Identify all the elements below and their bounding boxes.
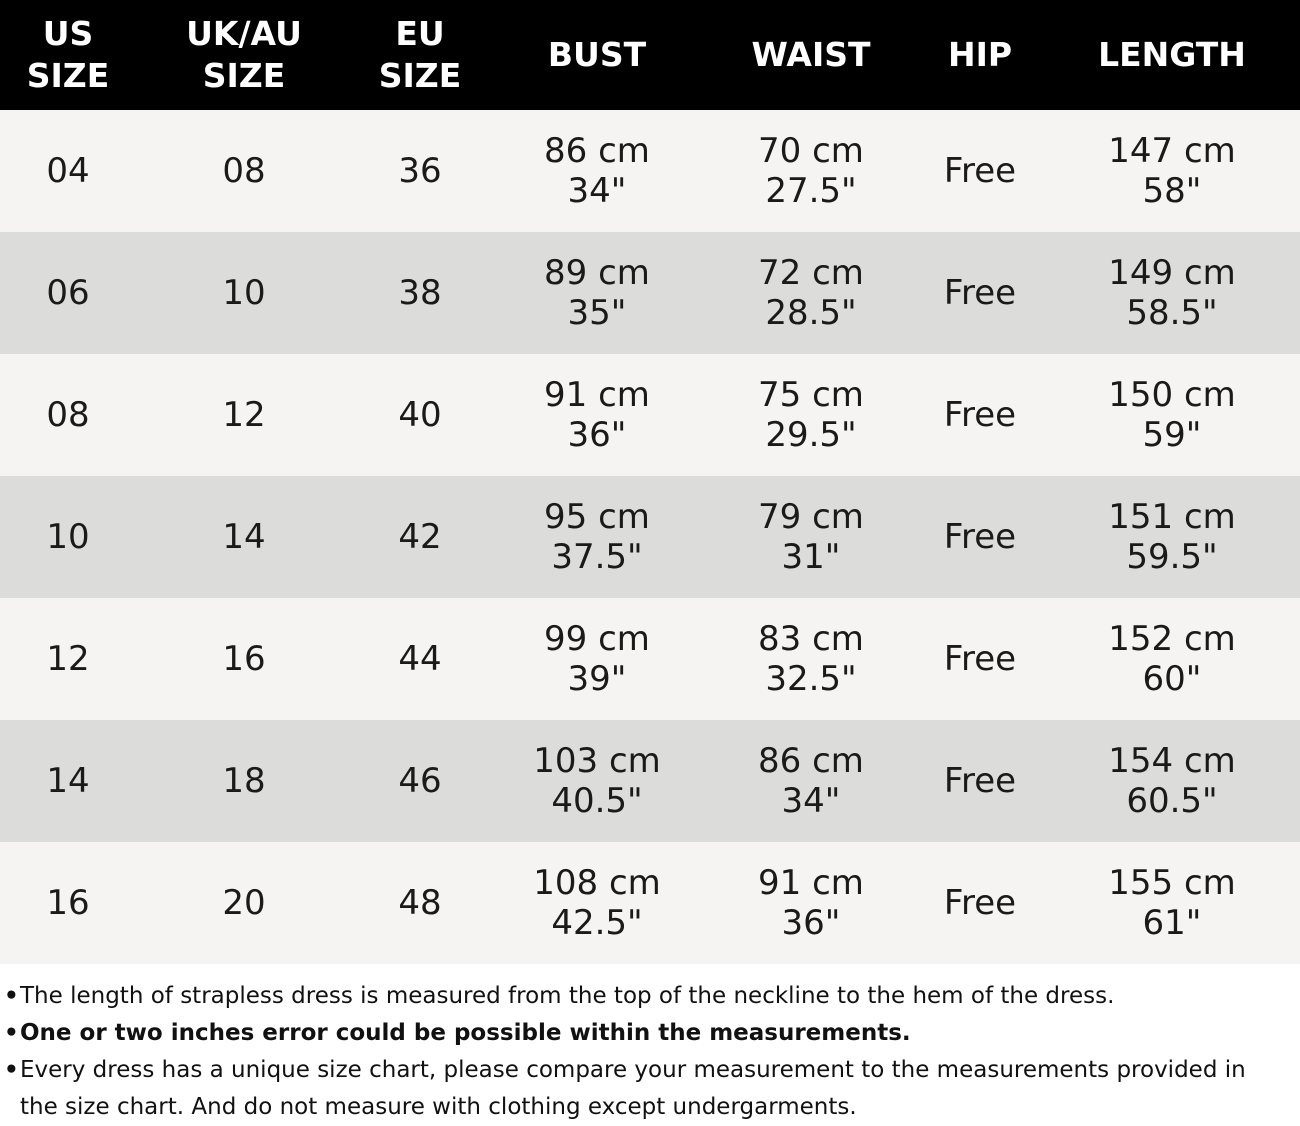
uk-size-cell: 16 xyxy=(222,639,266,679)
hip-cell: Free xyxy=(943,517,1017,557)
table-row xyxy=(0,842,1300,964)
us-size-cell: 14 xyxy=(46,761,90,801)
note-text: One or two inches error could be possible within the measurements. xyxy=(20,1020,911,1046)
length-inches: 58" xyxy=(1142,171,1202,211)
bust-cell xyxy=(488,110,706,232)
header-us-size: US SIZE xyxy=(26,14,110,95)
waist-inches: 32.5" xyxy=(765,659,857,699)
waist-cm: 83 cm xyxy=(758,619,864,659)
header-length: LENGTH xyxy=(1098,35,1246,74)
bust-cm: 108 cm xyxy=(533,863,661,903)
length-cm: 154 cm xyxy=(1108,741,1236,781)
bust-inches: 40.5" xyxy=(551,781,643,821)
bust-inches: 35" xyxy=(567,293,627,333)
bust-cell xyxy=(488,232,706,354)
length-cm: 149 cm xyxy=(1108,253,1236,293)
bust-cm: 95 cm xyxy=(544,497,650,537)
bust-cm: 91 cm xyxy=(544,375,650,415)
note-text: The length of strapless dress is measured from the top of the neckline to the hem of the dress. xyxy=(20,983,1115,1009)
us-size-cell: 04 xyxy=(46,151,90,191)
eu-size-cell: 40 xyxy=(398,395,442,435)
note-item xyxy=(4,978,1280,1015)
bust-cm: 103 cm xyxy=(533,741,661,781)
length-cell xyxy=(1044,598,1300,720)
length-inches: 58.5" xyxy=(1126,293,1218,333)
bust-inches: 39" xyxy=(567,659,627,699)
header-hip: HIP xyxy=(947,35,1013,74)
measurement-notes xyxy=(0,964,1300,1126)
waist-cm: 91 cm xyxy=(758,863,864,903)
bust-cell xyxy=(488,598,706,720)
length-cm: 150 cm xyxy=(1108,375,1236,415)
length-cell xyxy=(1044,354,1300,476)
uk-size-cell: 20 xyxy=(222,883,266,923)
table-row xyxy=(0,720,1300,842)
length-cell xyxy=(1044,232,1300,354)
us-size-cell: 06 xyxy=(46,273,90,313)
header-waist: WAIST xyxy=(751,35,871,74)
waist-inches: 28.5" xyxy=(765,293,857,333)
uk-size-cell: 12 xyxy=(222,395,266,435)
note-item xyxy=(4,1015,1280,1052)
bust-inches: 36" xyxy=(567,415,627,455)
waist-inches: 34" xyxy=(781,781,841,821)
length-inches: 60.5" xyxy=(1126,781,1218,821)
bust-cm: 89 cm xyxy=(544,253,650,293)
waist-cm: 79 cm xyxy=(758,497,864,537)
eu-size-cell: 48 xyxy=(398,883,442,923)
waist-cell xyxy=(706,110,916,232)
eu-size-cell: 36 xyxy=(398,151,442,191)
bullet-icon: • xyxy=(4,983,19,1009)
waist-cell xyxy=(706,842,916,964)
table-row xyxy=(0,232,1300,354)
hip-cell: Free xyxy=(943,883,1017,923)
table-row xyxy=(0,110,1300,232)
waist-inches: 31" xyxy=(781,537,841,577)
waist-inches: 27.5" xyxy=(765,171,857,211)
uk-size-cell: 14 xyxy=(222,517,266,557)
waist-cm: 72 cm xyxy=(758,253,864,293)
header-uk-au-size: UK/AU SIZE xyxy=(186,14,302,95)
uk-size-cell: 10 xyxy=(222,273,266,313)
header-bust: BUST xyxy=(547,35,647,74)
waist-cell xyxy=(706,598,916,720)
bullet-icon: • xyxy=(4,1057,19,1083)
eu-size-cell: 42 xyxy=(398,517,442,557)
length-cell xyxy=(1044,110,1300,232)
bust-cell xyxy=(488,720,706,842)
bust-cm: 86 cm xyxy=(544,131,650,171)
eu-size-cell: 44 xyxy=(398,639,442,679)
bust-cell xyxy=(488,842,706,964)
header-eu-size: EU SIZE xyxy=(378,14,462,95)
length-cm: 147 cm xyxy=(1108,131,1236,171)
waist-cm: 70 cm xyxy=(758,131,864,171)
length-cm: 152 cm xyxy=(1108,619,1236,659)
bust-inches: 42.5" xyxy=(551,903,643,943)
length-inches: 61" xyxy=(1142,903,1202,943)
hip-cell: Free xyxy=(943,639,1017,679)
eu-size-cell: 38 xyxy=(398,273,442,313)
bullet-icon: • xyxy=(4,1020,19,1046)
us-size-cell: 16 xyxy=(46,883,90,923)
length-cm: 155 cm xyxy=(1108,863,1236,903)
length-cm: 151 cm xyxy=(1108,497,1236,537)
hip-cell: Free xyxy=(943,761,1017,801)
us-size-cell: 10 xyxy=(46,517,90,557)
waist-cell xyxy=(706,232,916,354)
table-row xyxy=(0,476,1300,598)
bust-inches: 34" xyxy=(567,171,627,211)
table-row xyxy=(0,354,1300,476)
table-row xyxy=(0,598,1300,720)
waist-cm: 86 cm xyxy=(758,741,864,781)
note-item xyxy=(4,1052,1280,1126)
bust-cell xyxy=(488,476,706,598)
length-inches: 60" xyxy=(1142,659,1202,699)
us-size-cell: 12 xyxy=(46,639,90,679)
length-cell xyxy=(1044,476,1300,598)
eu-size-cell: 46 xyxy=(398,761,442,801)
length-cell xyxy=(1044,842,1300,964)
uk-size-cell: 18 xyxy=(222,761,266,801)
us-size-cell: 08 xyxy=(46,395,90,435)
bust-cm: 99 cm xyxy=(544,619,650,659)
length-cell xyxy=(1044,720,1300,842)
waist-cm: 75 cm xyxy=(758,375,864,415)
bust-inches: 37.5" xyxy=(551,537,643,577)
length-inches: 59.5" xyxy=(1126,537,1218,577)
note-text: Every dress has a unique size chart, please compare your measurement to the measurements provided in the size chart. And do not measure with clothing except undergarments. xyxy=(20,1057,1246,1120)
length-inches: 59" xyxy=(1142,415,1202,455)
hip-cell: Free xyxy=(943,151,1017,191)
hip-cell: Free xyxy=(943,395,1017,435)
waist-cell xyxy=(706,354,916,476)
waist-cell xyxy=(706,476,916,598)
waist-inches: 36" xyxy=(781,903,841,943)
uk-size-cell: 08 xyxy=(222,151,266,191)
bust-cell xyxy=(488,354,706,476)
waist-cell xyxy=(706,720,916,842)
hip-cell: Free xyxy=(943,273,1017,313)
table-header xyxy=(0,0,1300,110)
waist-inches: 29.5" xyxy=(765,415,857,455)
